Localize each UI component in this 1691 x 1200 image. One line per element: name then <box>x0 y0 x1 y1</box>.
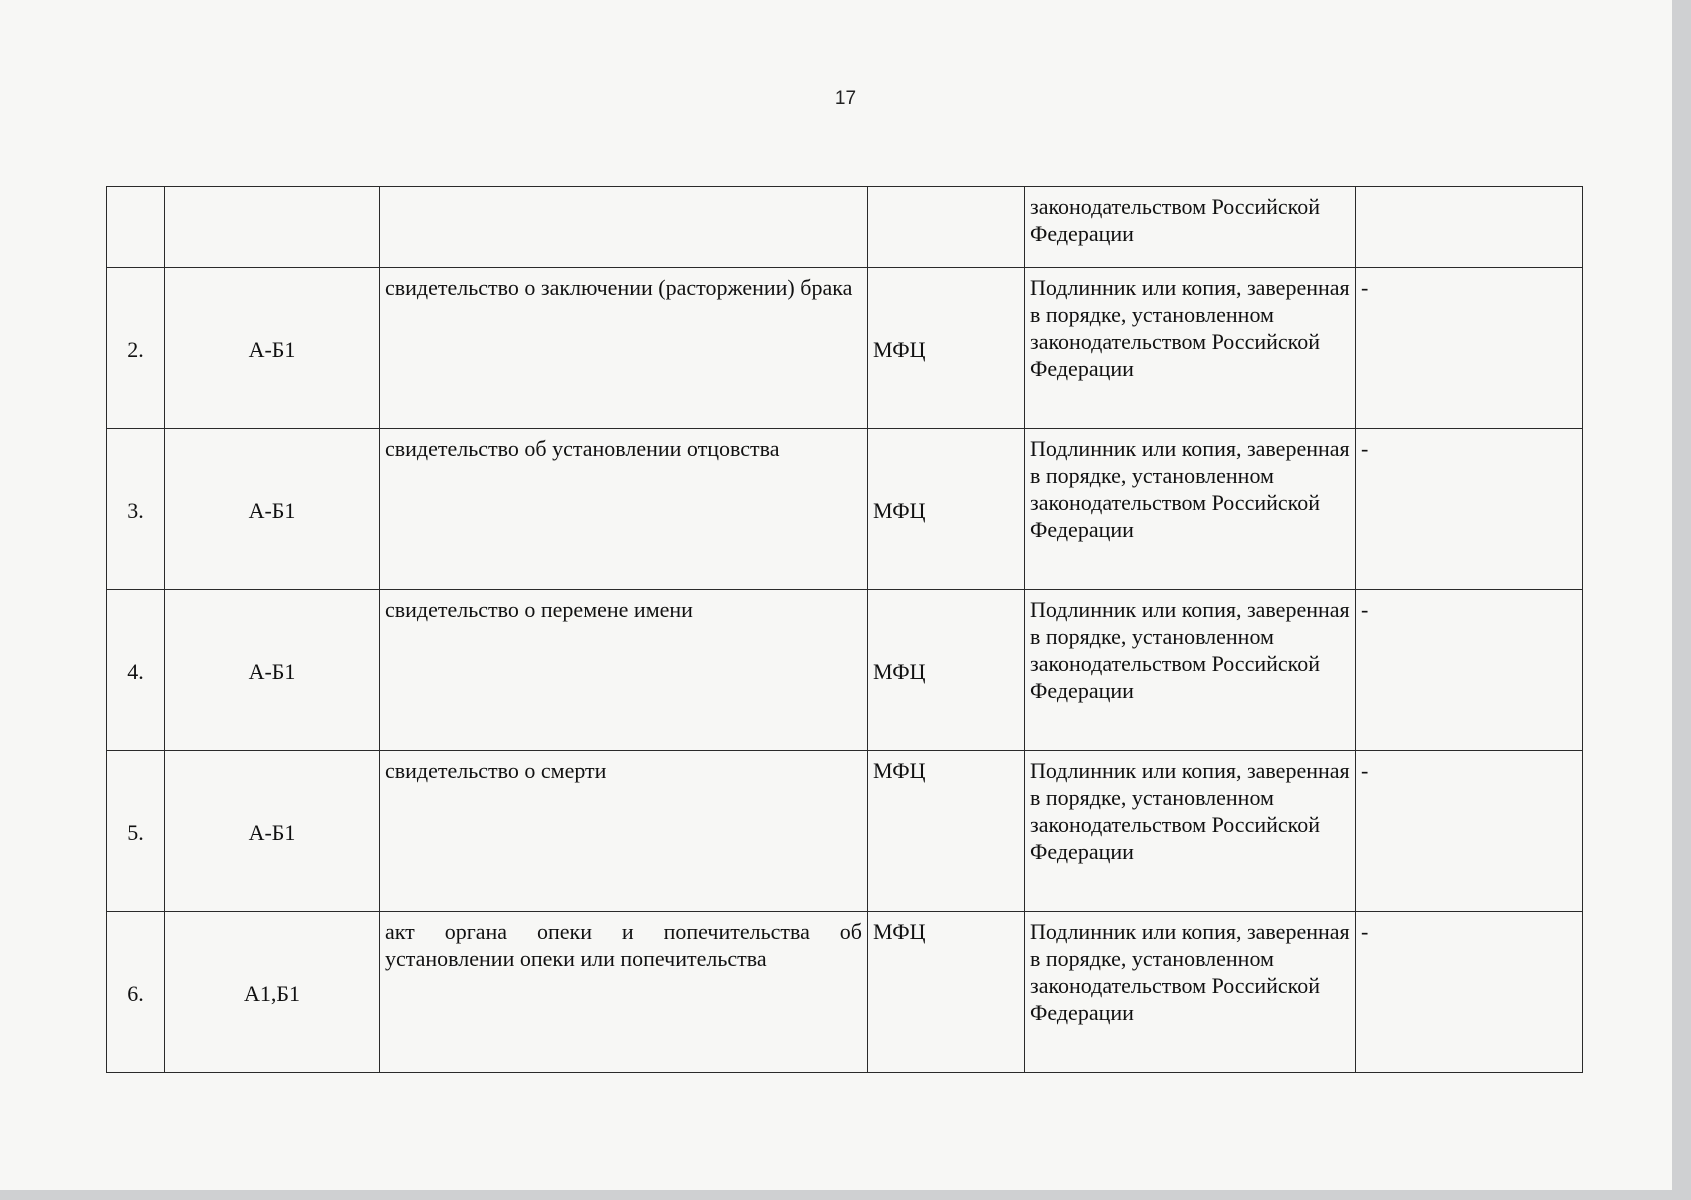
cell-org: МФЦ <box>868 268 1025 429</box>
table-row <box>107 751 1583 912</box>
cell-name: свидетельство о заключении (расторжении) брака <box>380 268 868 429</box>
table-row <box>107 429 1583 590</box>
cell-org: МФЦ <box>868 751 1025 912</box>
table-row <box>107 268 1583 429</box>
cell-num <box>107 187 165 268</box>
table-row <box>107 590 1583 751</box>
cell-note: - <box>1356 590 1583 751</box>
cell-name: акт органа опеки и попечительства об установлении опеки или попечительства <box>380 912 868 1073</box>
cell-name: свидетельство об установлении отцовства <box>380 429 868 590</box>
cell-requirement: законодательством Российской Федерации <box>1025 187 1356 268</box>
cell-requirement: Подлинник или копия, заверенная в порядке, установленном законодательством Российской Федерации <box>1025 429 1356 590</box>
documents-table <box>106 186 1583 1073</box>
cell-note: - <box>1356 751 1583 912</box>
cell-note: - <box>1356 429 1583 590</box>
cell-org <box>868 187 1025 268</box>
cell-org: МФЦ <box>868 590 1025 751</box>
cell-num: 2. <box>107 268 165 429</box>
cell-code <box>165 187 380 268</box>
cell-num: 6. <box>107 912 165 1073</box>
cell-num: 3. <box>107 429 165 590</box>
cell-code: А1,Б1 <box>165 912 380 1073</box>
page-number: 17 <box>834 88 857 109</box>
cell-name <box>380 187 868 268</box>
cell-code: А-Б1 <box>165 751 380 912</box>
cell-note: - <box>1356 912 1583 1073</box>
cell-code: А-Б1 <box>165 268 380 429</box>
cell-requirement: Подлинник или копия, заверенная в порядке, установленном законодательством Российской Федерации <box>1025 268 1356 429</box>
cell-num: 5. <box>107 751 165 912</box>
cell-requirement: Подлинник или копия, заверенная в порядке, установленном законодательством Российской Федерации <box>1025 590 1356 751</box>
cell-note: - <box>1356 268 1583 429</box>
table-row <box>107 912 1583 1073</box>
cell-requirement: Подлинник или копия, заверенная в порядке, установленном законодательством Российской Федерации <box>1025 751 1356 912</box>
cell-name: свидетельство о смерти <box>380 751 868 912</box>
table-row-continued <box>107 187 1583 268</box>
cell-name: свидетельство о перемене имени <box>380 590 868 751</box>
cell-org: МФЦ <box>868 429 1025 590</box>
cell-code: А-Б1 <box>165 590 380 751</box>
cell-num: 4. <box>107 590 165 751</box>
cell-org: МФЦ <box>868 912 1025 1073</box>
cell-note <box>1356 187 1583 268</box>
cell-requirement: Подлинник или копия, заверенная в порядке, установленном законодательством Российской Федерации <box>1025 912 1356 1073</box>
cell-code: А-Б1 <box>165 429 380 590</box>
